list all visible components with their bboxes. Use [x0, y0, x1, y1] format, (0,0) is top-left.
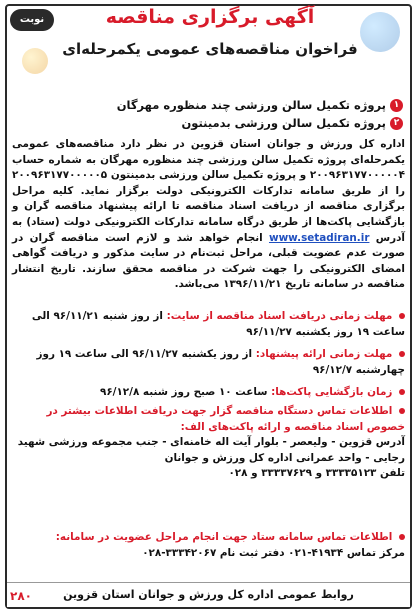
section-text: از روز شنبه ۹۶/۱۱/۲۱ الی ساعت ۱۹ روز یکشنبه ۹۶/۱۱/۲۷ [31, 310, 405, 338]
bullet-icon [399, 534, 405, 540]
notice-footer: روابط عمومی اداره کل ورزش و جوانان استان قزوین [7, 582, 410, 607]
section-contact-info [12, 404, 405, 482]
section-text: از روز یکشنبه ۹۶/۱۱/۲۷ الی ساعت ۱۹ روز چهارشنبه ۹۶/۱۲/۷ [36, 348, 405, 376]
notice-frame [5, 4, 412, 609]
body-text: اداره کل ورزش و جوانان استان قزوین در نظر دارد مناقصه‌های عمومی یکمرحله‌ای پروژه تکمیل سالن ورزشی چند منظوره مهرگان به شماره حساب ۲۰۰۹۶۳۱۷۷۰۰۰۰۰۴ و پروژه تکمیل سالن ورزشی بدمینتون ۲۰۰۹۶۳۱۷۷۰۰۰۰۰۵ را از طریق سامانه تدارکات الکترونیکی دولت برگزار نماید. کلیه مراحل برگزاری مناقصه از دریافت اسناد مناقصه تا ارائه پیشنهاد مناقصه گران و بازگشایی پاکت‌ها از طریق درگاه سامانه تدارکات الکترونیکی دولت (ستاد) به آدرس [12, 138, 405, 244]
bullet-icon [399, 408, 405, 414]
project-item-2 [181, 116, 403, 130]
section-text: ساعت ۱۰ صبح روز شنبه ۹۶/۱۲/۸ [99, 386, 268, 398]
notice-body [12, 137, 405, 293]
section-heading: مهلت زمانی دریافت اسناد مناقصه از سایت: [166, 310, 393, 322]
section-heading: مهلت زمانی ارائه پیشنهاد: [255, 348, 393, 360]
notice-subtitle: فراخوان مناقصه‌های عمومی یکمرحله‌ای [62, 40, 358, 58]
setad-url-link[interactable]: www.setadiran.ir [268, 231, 370, 244]
contact-address: آدرس قزوین - ولیعصر - بلوار آیت اله خامنه‌ای - جنب مجموعه ورزشی شهید رجایی - واحد عمرانی اداره کل ورزش و جوانان [17, 436, 405, 464]
contact-phone: تلفن ۳۳۳۳۵۱۲۳ و ۳۳۳۳۷۶۲۹ و ۰۲۸ [228, 467, 405, 480]
project-item-1 [117, 98, 403, 112]
notice-code: ۲۸۰ [10, 589, 32, 603]
section-proposal-deadline [12, 347, 405, 378]
bullet-icon [399, 313, 405, 319]
first-round-badge: نوبت اول [10, 9, 54, 31]
notice-title: آگهی برگزاری مناقصه [105, 6, 315, 28]
section-heading: زمان بازگشایی پاکت‌ها: [271, 386, 393, 398]
section-document-deadline [12, 309, 405, 340]
bullet-icon [399, 389, 405, 395]
section-heading: اطلاعات تماس سامانه ستاد جهت انجام مراحل عضویت در سامانه: [55, 531, 393, 543]
section-setad-contact [12, 530, 405, 561]
number-badge: ۲ [390, 117, 403, 130]
project-label: پروژه تکمیل سالن ورزشی بدمینتون [181, 116, 386, 130]
number-badge: ۱ [390, 99, 403, 112]
section-heading: اطلاعات تماس دستگاه مناقصه گزار جهت دریافت اطلاعات بیشتر در خصوص اسناد مناقصه و ارائه پاکت‌های الف: [46, 405, 405, 433]
section-opening-time [12, 385, 405, 401]
project-label: پروژه تکمیل سالن ورزشی چند منظوره مهرگان [116, 98, 386, 112]
body-text: انجام خواهد شد و لازم است مناقصه گران در صورت عدم عضویت قبلی، مراحل ثبت‌نام در سایت مذکور و دریافت گواهی امضای الکترونیکی را جهت شرکت در مناقصه محقق سازند. تاریخ انتشار مناقصه در سامانه تاریخ ۱۳۹۶/۱۱/۲۱ می‌باشد. [12, 231, 405, 291]
bullet-icon [399, 351, 405, 357]
section-text: مرکز تماس ۴۱۹۳۴-۰۲۱ دفتر ثبت نام ۳۳۳۴۲۰۶۷-۰۲۸ [142, 546, 405, 559]
